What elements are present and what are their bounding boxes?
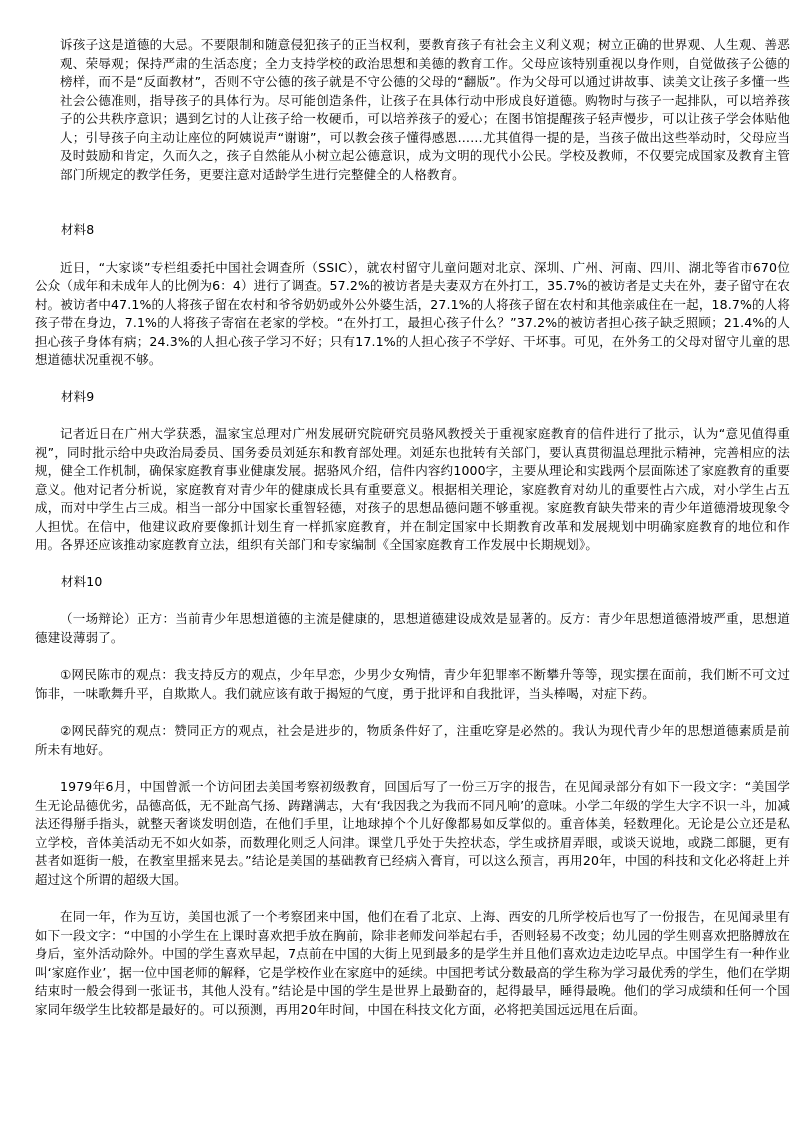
paragraph-material-9: 记者近日在广州大学获悉，温家宝总理对广州发展研究院研究员骆风教授关于重视家庭教育的信件进行了批示，认为“意见值得重视”，同时批示给中央政治局委员、国务委员刘延东和教育部处理。刘延东也批转有关部门，要认真贯彻温总理批示精神，完善相应的法规，健全工作机制，确保家庭教育事业健康发展。据骆风介绍，信件内容约1000字，主要从理论和实践两个层面陈述了家庭教育的重要意义。他对记者分析说，家庭教育对青少年的健康成长具有重要意义。根据相关理论，家庭教育对幼儿的重要性占六成，对小学生占五成，而对中学生占三成。相当一部分中国家长重智轻德，对孩子的思想品德问题不够重视。家庭教育缺失带来的青少年道德滑坡现象令人担忧。在信中，他建议政府要像抓计划生育一样抓家庭教育，并在制定国家中长期教育改革和发展规划中明确家庭教育的地位和作用。各界还应该推动家庭教育立法，组织有关部门和专家编制《全国家庭教育工作发展中长期规划》。 [35,426,790,552]
paragraph-debate: （一场辩论）正方：当前青少年思想道德的主流是健康的，思想道德建设成效是显著的。反方：青少年思想道德滑坡严重，思想道德建设薄弱了。 [35,611,790,645]
paragraph-us-report: 在同一年，作为互访，美国也派了一个考察团来中国，他们在看了北京、上海、西安的几所学校后也写了一份报告，在见闻录里有如下一段文字：“中国的小学生在上课时喜欢把手放在胸前，除非老师发问举起右手，否则轻易不改变；幼儿园的学生则喜欢把胳膊放在身后，室外活动除外。中国的学生喜欢早起，7点前在中国的大街上见到最多的是学生并且他们喜欢边走边吃早点。中国学生有一种作业叫‘家庭作业’，据一位中国老师的解释，它是学校作业在家庭中的延续。中国把考试分数最高的学生称为学习最优秀的学生，他们在学期结束时一般会得到一张证书，其他人没有。”结论是中国的学生是世界上最勤奋的，起得最早，睡得最晚。他们的学习成绩和任何一个国家同年级学生比较都是最好的。可以预测，再用20年时间，中国在科技文化方面，必将把美国远远甩在后面。 [35,909,790,1017]
heading-material-8: 材料8 [61,222,95,237]
paragraph-material-8: 近日，“大家谈”专栏组委托中国社会调查所（SSIC），就农村留守儿童问题对北京、深圳、广州、河南、四川、湖北等省市670位公众（成年和未成年人的比例为6：4）进行了调查。57.2%的被访者是夫妻双方在外打工，35.7%的被访者是丈夫在外，妻子留守在农村。被访者中47.1%的人将孩子留在农村和爷爷奶奶或外公外婆生活，27.1%的人将孩子留在农村和其他亲戚住在一起，18.7%的人将孩子带在身边，7.1%的人将孩子寄宿在老家的学校。“在外打工，最担心孩子什么？”37.2%的被访者担心孩子缺乏照顾；21.4%的人担心孩子身体有病；24.3%的人担心孩子学习不好；只有17.1%的人担心孩子不学好、干坏事。可见，在外务工的父母对留守儿童的思想道德状况重视不够。 [35,259,790,367]
paragraph-continuation: 诉孩子这是道德的大忌。不要限制和随意侵犯孩子的正当权利，要教育孩子有社会主义利义观；树立正确的世界观、人生观、善恶观、荣辱观；保持严肃的生活态度；全力支持学校的政治思想和美德的教育工作。父母应该特别重视以身作则，自觉做孩子公德的榜样，而不是“反面教材”，否则不守公德的孩子就是不守公德的父母的“翻版”。作为父母可以通过讲故事、读美文让孩子多懂一些社会公德准则，指导孩子的具体行为。尽可能创造条件，让孩子在具体行动中形成良好道德。购物时与孩子一起排队，可以培养孩子的公共秩序意识；遇到乞讨的人让孩子给一枚硬币，可以培养孩子的爱心；在图书馆提醒孩子轻声慢步，可以让孩子学会体贴他人；引导孩子向主动让座位的阿姨说声“谢谢”，可以教会孩子懂得感恩……尤其值得一提的是，当孩子做出这些举动时，父母应当及时鼓励和肯定，久而久之，孩子自然能从小树立起公德意识，成为文明的现代小公民。学校及教师，不仅要完成国家及教育主管部门所规定的教学任务，更要注意对适龄学生进行完整健全的人格教育。 [60,37,790,182]
paragraph-viewpoint-2: ②网民薛究的观点：赞同正方的观点，社会是进步的，物质条件好了，注重吃穿是必然的。我认为现代青少年的思想道德素质是前所未有地好。 [35,723,790,757]
paragraph-viewpoint-1: ①网民陈市的观点：我支持反方的观点，少年早恋，少男少女殉情，青少年犯罪率不断攀升等等，现实摆在面前，我们断不可文过饰非，一味歌舞升平，自欺欺人。我们就应该有敢于揭短的气度，勇于批评和自我批评，当头棒喝，对症下药。 [35,667,790,701]
paragraph-1979-report: 1979年6月，中国曾派一个访问团去美国考察初级教育，回国后写了一份三万字的报告，在见闻录部分有如下一段文字：“美国学生无论品德优劣，品德高低，无不趾高气扬、踌躇满志，大有‘我因我之为我而不同凡响’的意味。小学二年级的学生大字不识一斗，加减法还得掰手指头，就整天奢谈发明创造，在他们手里，让地球掉个个儿好像都易如反掌似的。重音体美，轻数理化。无论是公立还是私立学校，音体美活动无不如火如荼，而数理化则乏人问津。课堂几乎处于失控状态，学生或挤眉弄眼，或谈天说地，或跷二郎腿，更有甚者如逛街一般，在教室里摇来晃去。”结论是美国的基础教育已经病入膏肓，可以这么预言，再用20年，中国的科技和文化必将赶上并超过这个所谓的超级大国。 [35,779,790,887]
document-page [35,36,790,1019]
heading-material-10: 材料10 [61,573,103,589]
heading-material-9: 材料9 [61,388,95,404]
